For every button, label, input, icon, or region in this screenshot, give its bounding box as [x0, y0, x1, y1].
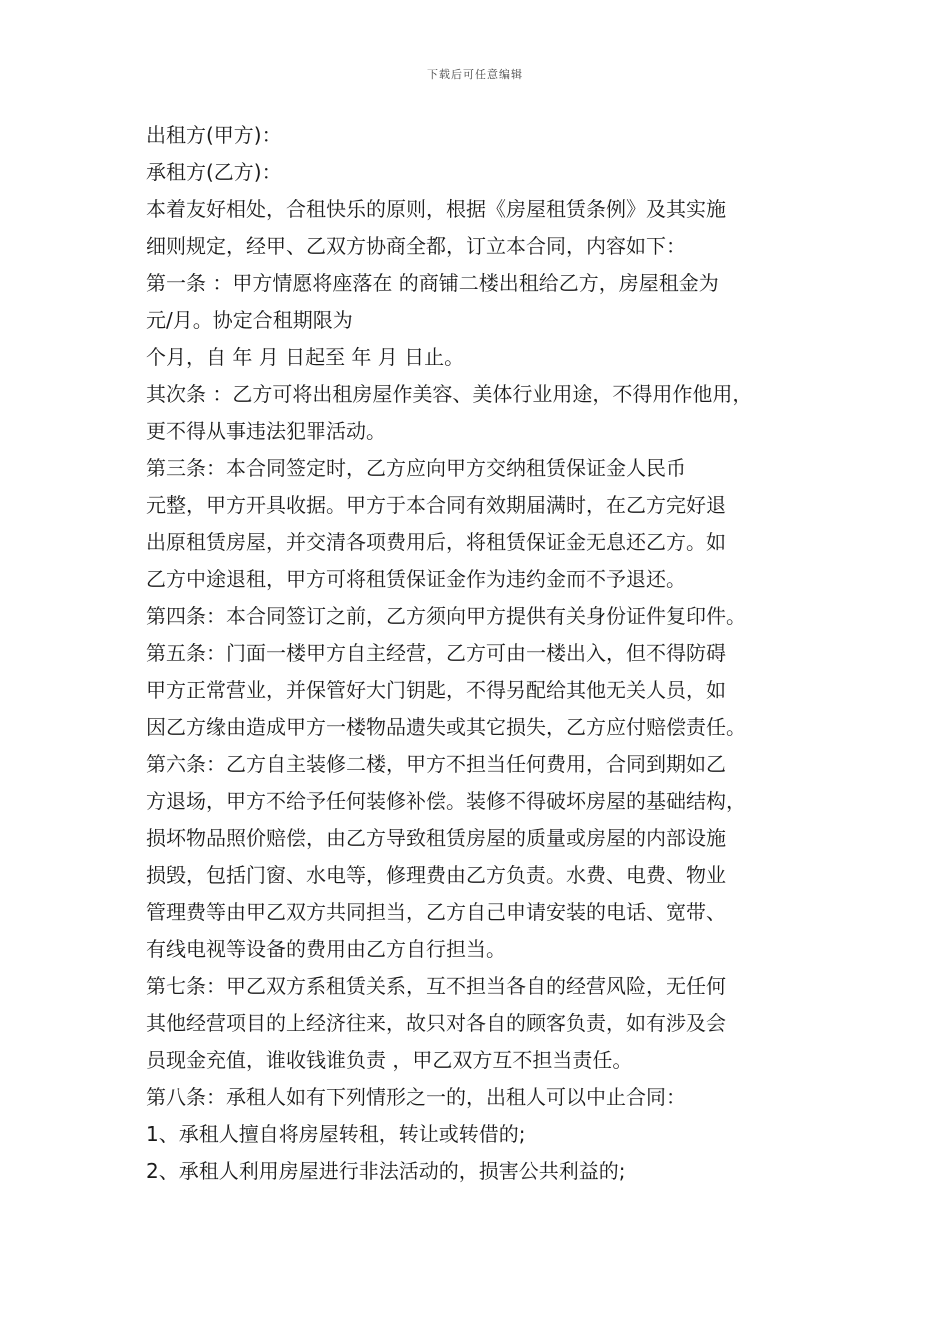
text-line: 员现金充值，谁收钱谁负责 ，甲乙双方互不担当责任。 [146, 1048, 633, 1072]
text-line: 有线电视等设备的费用由乙方自行担当。 [146, 937, 506, 961]
page-header-note: 下载后可任意编辑 [427, 68, 523, 81]
text-line: 其次条 ：乙方可将出租房屋作美容、美体行业用途，不得用作他用， [146, 382, 753, 406]
text-line: 个月，自 年 月 日起至 年 月 日止。 [146, 345, 465, 369]
text-line: 第四条：本合同签订之前，乙方须向甲方提供有关身份证件复印件。 [146, 604, 746, 628]
text-line: 第五条：门面一楼甲方自主经营，乙方可由一楼出入，但不得防碍 [146, 641, 726, 665]
text-line: 元/月。协定合租期限为 [146, 308, 353, 332]
text-line: 本着友好相处，合租快乐的原则，根据《房屋租赁条例》及其实施 [146, 197, 726, 221]
text-line: 1、承租人擅自将房屋转租，转让或转借的; [146, 1122, 526, 1146]
text-line: 第六条：乙方自主装修二楼，甲方不担当任何费用，合同到期如乙 [146, 752, 726, 776]
text-line: 因乙方缘由造成甲方一楼物品遗失或其它损失，乙方应付赔偿责任。 [146, 715, 746, 739]
text-line: 元整，甲方开具收据。甲方于本合同有效期届满时，在乙方完好退 [146, 493, 726, 517]
text-line: 管理费等由甲乙双方共同担当，乙方自己申请安装的电话、宽带、 [146, 900, 726, 924]
text-line: 第一条 ：甲方情愿将座落在 的商铺二楼出租给乙方，房屋租金为 [146, 271, 719, 295]
text-line: 损毁，包括门窗、水电等，修理费由乙方负责。水费、电费、物业 [146, 863, 726, 887]
text-line: 出原租赁房屋，并交清各项费用后，将租赁保证金无息还乙方。如 [146, 530, 726, 554]
text-line: 细则规定，经甲、乙双方协商全都，订立本合同，内容如下： [146, 234, 686, 258]
contract-body [146, 117, 826, 1190]
text-line: 第八条：承租人如有下列情形之一的，出租人可以中止合同： [146, 1085, 686, 1109]
text-line: 2、承租人利用房屋进行非法活动的，损害公共利益的; [146, 1159, 626, 1183]
text-line: 出租方(甲方)： [146, 123, 282, 147]
text-line: 方退场，甲方不给予任何装修补偿。装修不得破坏房屋的基础结构， [146, 789, 746, 813]
text-line: 第七条：甲乙双方系租赁关系，互不担当各自的经营风险，无任何 [146, 974, 726, 998]
text-line: 第三条：本合同签定时，乙方应向甲方交纳租赁保证金人民币 [146, 456, 686, 480]
text-line: 损坏物品照价赔偿，由乙方导致租赁房屋的质量或房屋的内部设施 [146, 826, 726, 850]
text-line: 更不得从事违法犯罪活动。 [146, 419, 386, 443]
text-line: 承租方(乙方)： [146, 160, 282, 184]
text-line: 其他经营项目的上经济往来，故只对各自的顾客负责，如有涉及会 [146, 1011, 726, 1035]
text-line: 乙方中途退租，甲方可将租赁保证金作为违约金而不予退还。 [146, 567, 686, 591]
text-line: 甲方正常营业，并保管好大门钥匙，不得另配给其他无关人员，如 [146, 678, 726, 702]
